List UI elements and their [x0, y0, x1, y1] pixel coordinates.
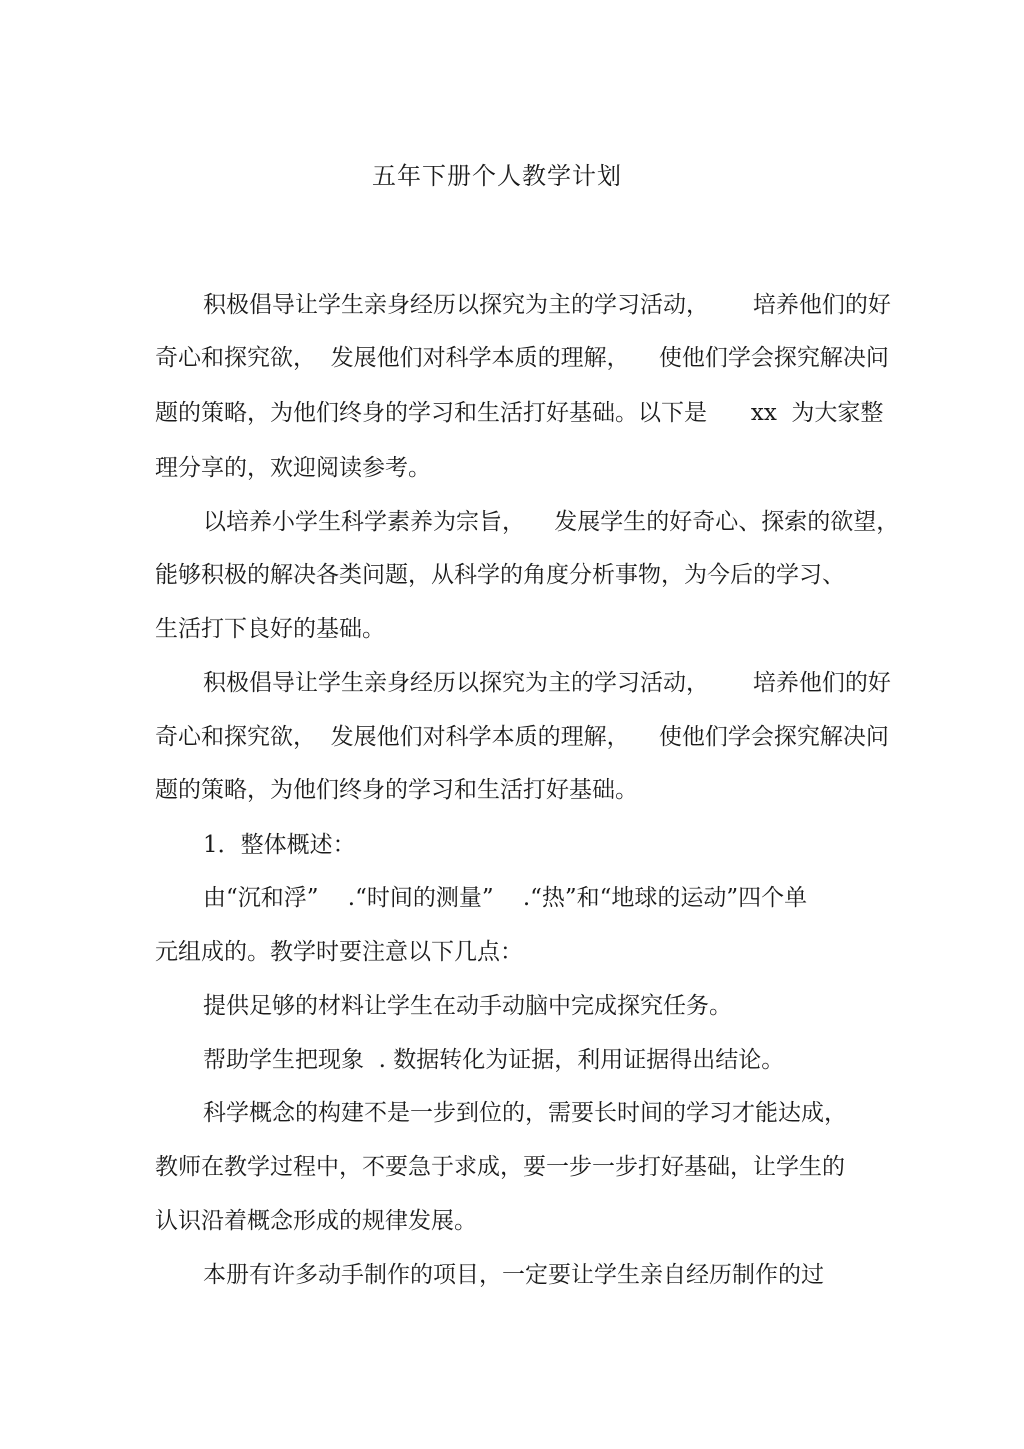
body-line: 以培养小学生科学素养为宗旨， 发展学生的好奇心、探索的欲望，	[203, 509, 900, 535]
body-line: 科学概念的构建不是一步到位的，需要长时间的学习才能达成，	[203, 1100, 847, 1126]
body-line: 能够积极的解决各类问题，从科学的角度分析事物，为今后的学习、	[155, 562, 845, 588]
section-heading: 1．整体概述：	[203, 832, 356, 858]
body-line: 本册有许多动手制作的项目，一定要让学生亲自经历制作的过	[203, 1262, 824, 1288]
body-line: 由“沉和浮” .“时间的测量” .“热”和“地球的运动”四个单	[203, 885, 808, 911]
body-line: 积极倡导让学生亲身经历以探究为主的学习活动， 培养他们的好	[203, 292, 891, 318]
body-line: 元组成的。教学时要注意以下几点：	[155, 939, 523, 965]
page-title: 五年下册个人教学计划	[372, 162, 622, 190]
body-line: 理分享的，欢迎阅读参考。	[155, 455, 431, 481]
body-line: 积极倡导让学生亲身经历以探究为主的学习活动， 培养他们的好	[203, 670, 891, 696]
body-line: 帮助学生把现象 . 数据转化为证据，利用证据得出结论。	[203, 1047, 785, 1073]
body-line: 认识沿着概念形成的规律发展。	[155, 1208, 477, 1234]
body-line: 教师在教学过程中，不要急于求成，要一步一步打好基础，让学生的	[155, 1154, 845, 1180]
body-line: 奇心和探究欲， 发展他们对科学本质的理解， 使他们学会探究解决问	[155, 345, 889, 371]
body-line: 题的策略，为他们终身的学习和生活打好基础。	[155, 777, 638, 803]
body-line: 生活打下良好的基础。	[155, 616, 385, 642]
body-line: 奇心和探究欲， 发展他们对科学本质的理解， 使他们学会探究解决问	[155, 724, 889, 750]
body-line: 题的策略，为他们终身的学习和生活打好基础。以下是 xx 为大家整	[155, 400, 884, 426]
body-line: 提供足够的材料让学生在动手动脑中完成探究任务。	[203, 993, 732, 1019]
